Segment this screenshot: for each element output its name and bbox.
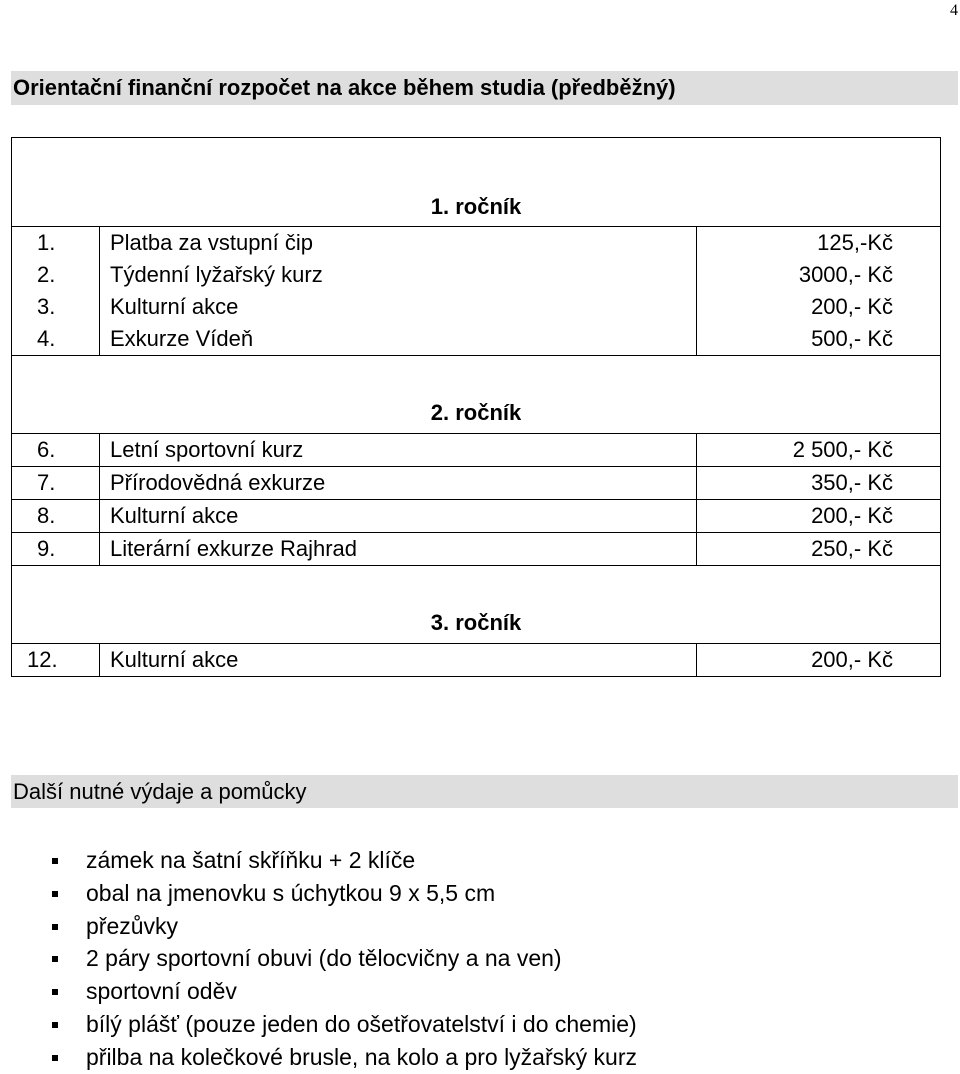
list-item xyxy=(48,975,637,1008)
row-name: Exkurze Vídeň xyxy=(110,326,254,351)
year-row-2 xyxy=(12,356,941,434)
row-name: Platba za vstupní čip xyxy=(100,227,697,260)
budget-row xyxy=(12,291,941,323)
row-amount: 125,-Kč xyxy=(696,227,940,260)
list-item xyxy=(48,910,637,943)
row-name: Kulturní akce xyxy=(100,644,697,677)
list-item xyxy=(48,1008,637,1041)
row-amount: 200,- Kč xyxy=(696,291,940,323)
row-name: Kulturní akce xyxy=(100,500,697,533)
row-number: 7. xyxy=(12,467,100,500)
row-number: 9. xyxy=(12,533,100,566)
row-amount: 200,- Kč xyxy=(696,644,940,677)
budget-row xyxy=(12,434,941,467)
square-bullet-icon xyxy=(52,858,58,864)
supplies-list xyxy=(48,844,637,1074)
list-item xyxy=(48,942,637,975)
row-number: 1. xyxy=(12,227,100,260)
square-bullet-icon xyxy=(52,956,58,962)
year-label: 2. ročník xyxy=(12,356,941,434)
budget-table xyxy=(11,137,941,677)
row-name: Literární exkurze Rajhrad xyxy=(100,533,697,566)
list-item xyxy=(48,1041,637,1074)
budget-row xyxy=(12,644,941,677)
square-bullet-icon xyxy=(52,1022,58,1028)
row-name: Týdenní lyžařský kurz xyxy=(110,262,323,287)
square-bullet-icon xyxy=(52,924,58,930)
list-item-text: 2 páry sportovní obuvi (do tělocvičny a na ven) xyxy=(86,945,562,972)
square-bullet-icon xyxy=(52,989,58,995)
list-item-text: bílý plášť (pouze jeden do ošetřovatelství i do chemie) xyxy=(86,1010,637,1037)
row-name: Kulturní akce xyxy=(110,294,239,319)
list-item-text: obal na jmenovku s úchytkou 9 x 5,5 cm xyxy=(86,879,496,906)
list-item-text: sportovní oděv xyxy=(86,978,237,1005)
row-number: 12. xyxy=(12,644,100,677)
year-row-1 xyxy=(12,138,941,227)
row-number: 4. xyxy=(12,323,100,356)
row-amount: 3000,- Kč xyxy=(696,259,940,291)
row-amount: 500,- Kč xyxy=(696,323,940,356)
budget-row xyxy=(12,500,941,533)
row-number: 8. xyxy=(12,500,100,533)
year-row-3 xyxy=(12,566,941,644)
budget-heading: Orientační finanční rozpočet na akce během studia (předběžný) xyxy=(11,71,958,105)
budget-row xyxy=(12,533,941,566)
list-item-text: přilba na kolečkové brusle, na kolo a pro lyžařský kurz xyxy=(86,1043,637,1070)
year-label: 3. ročník xyxy=(12,566,941,644)
list-item xyxy=(48,844,637,877)
budget-row xyxy=(12,467,941,500)
page-number: 4 xyxy=(950,2,958,19)
budget-row xyxy=(12,227,941,260)
row-amount: 350,- Kč xyxy=(696,467,940,500)
supplies-heading: Další nutné výdaje a pomůcky xyxy=(11,775,958,808)
budget-row xyxy=(12,259,941,291)
budget-row xyxy=(12,323,941,356)
row-number: 3. xyxy=(12,291,100,323)
row-amount: 200,- Kč xyxy=(696,500,940,533)
square-bullet-icon xyxy=(52,891,58,897)
year-label: 1. ročník xyxy=(12,138,941,227)
row-number: 2. xyxy=(12,259,100,291)
square-bullet-icon xyxy=(52,1055,58,1061)
list-item-text: zámek na šatní skříňku + 2 klíče xyxy=(86,847,416,873)
row-amount: 2 500,- Kč xyxy=(696,434,940,467)
row-name: Letní sportovní kurz xyxy=(100,434,697,467)
list-item xyxy=(48,877,637,910)
row-amount: 250,- Kč xyxy=(696,533,940,566)
list-item-text: přezůvky xyxy=(86,912,179,939)
row-number: 6. xyxy=(12,434,100,467)
row-name: Přírodovědná exkurze xyxy=(100,467,697,500)
